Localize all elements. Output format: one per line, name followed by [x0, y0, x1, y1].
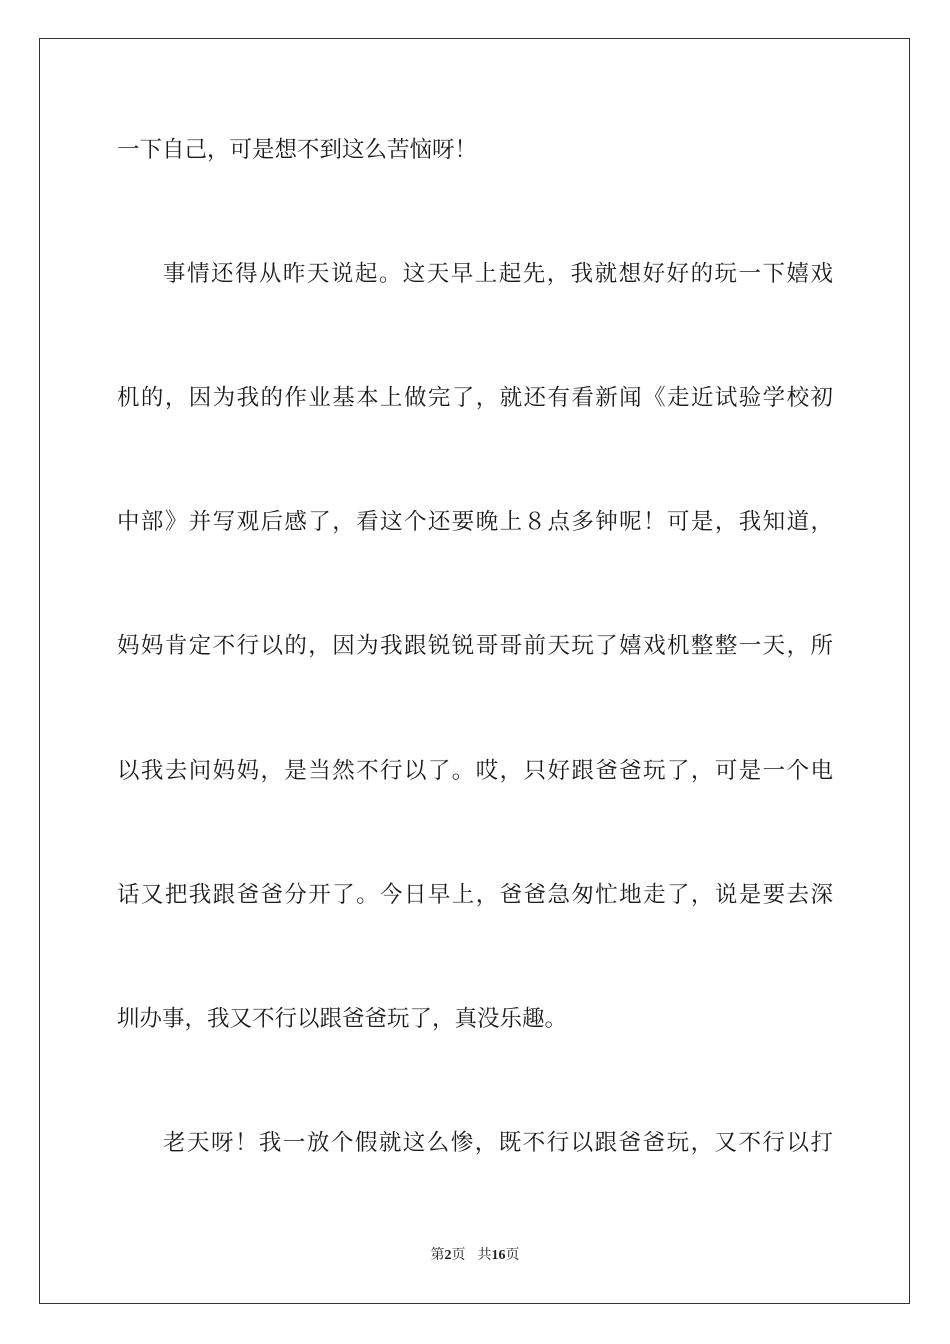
text-line-4: 中部》并写观后感了，看这个还要晚上８点多钟呢！可是，我知道，: [117, 509, 833, 535]
text-line-9: 老天呀！我一放个假就这么惨，既不行以跟爸爸玩，又不行以打: [163, 1130, 833, 1156]
page-border: [39, 38, 910, 1304]
text-line-6: 以我去问妈妈，是当然不行以了。哎，只好跟爸爸玩了，可是一个电: [117, 758, 833, 784]
text-line-7: 话又把我跟爸爸分开了。今日早上，爸爸急匆忙地走了，说是要去深: [117, 882, 833, 908]
page-prefix: 第: [430, 1248, 445, 1263]
total-suffix: 页: [505, 1248, 520, 1263]
text-line-2: 事情还得从昨天说起。这天早上起先，我就想好好的玩一下嬉戏: [163, 261, 833, 287]
page-suffix: 页: [451, 1248, 466, 1263]
page-number: 2: [444, 1248, 452, 1263]
text-line-5: 妈妈肯定不行以的，因为我跟锐锐哥哥前天玩了嬉戏机整整一天，所: [117, 633, 833, 659]
text-line-1: 一下自己，可是想不到这么苦恼呀！: [117, 137, 478, 163]
total-pages: 16: [491, 1248, 506, 1263]
total-prefix: 共: [477, 1248, 492, 1263]
text-line-8: 圳办事，我又不行以跟爸爸玩了，真没乐趣。: [117, 1006, 568, 1032]
text-line-3: 机的，因为我的作业基本上做完了，就还有看新闻《走近试验学校初: [117, 385, 833, 411]
page-footer: [0, 1246, 950, 1266]
